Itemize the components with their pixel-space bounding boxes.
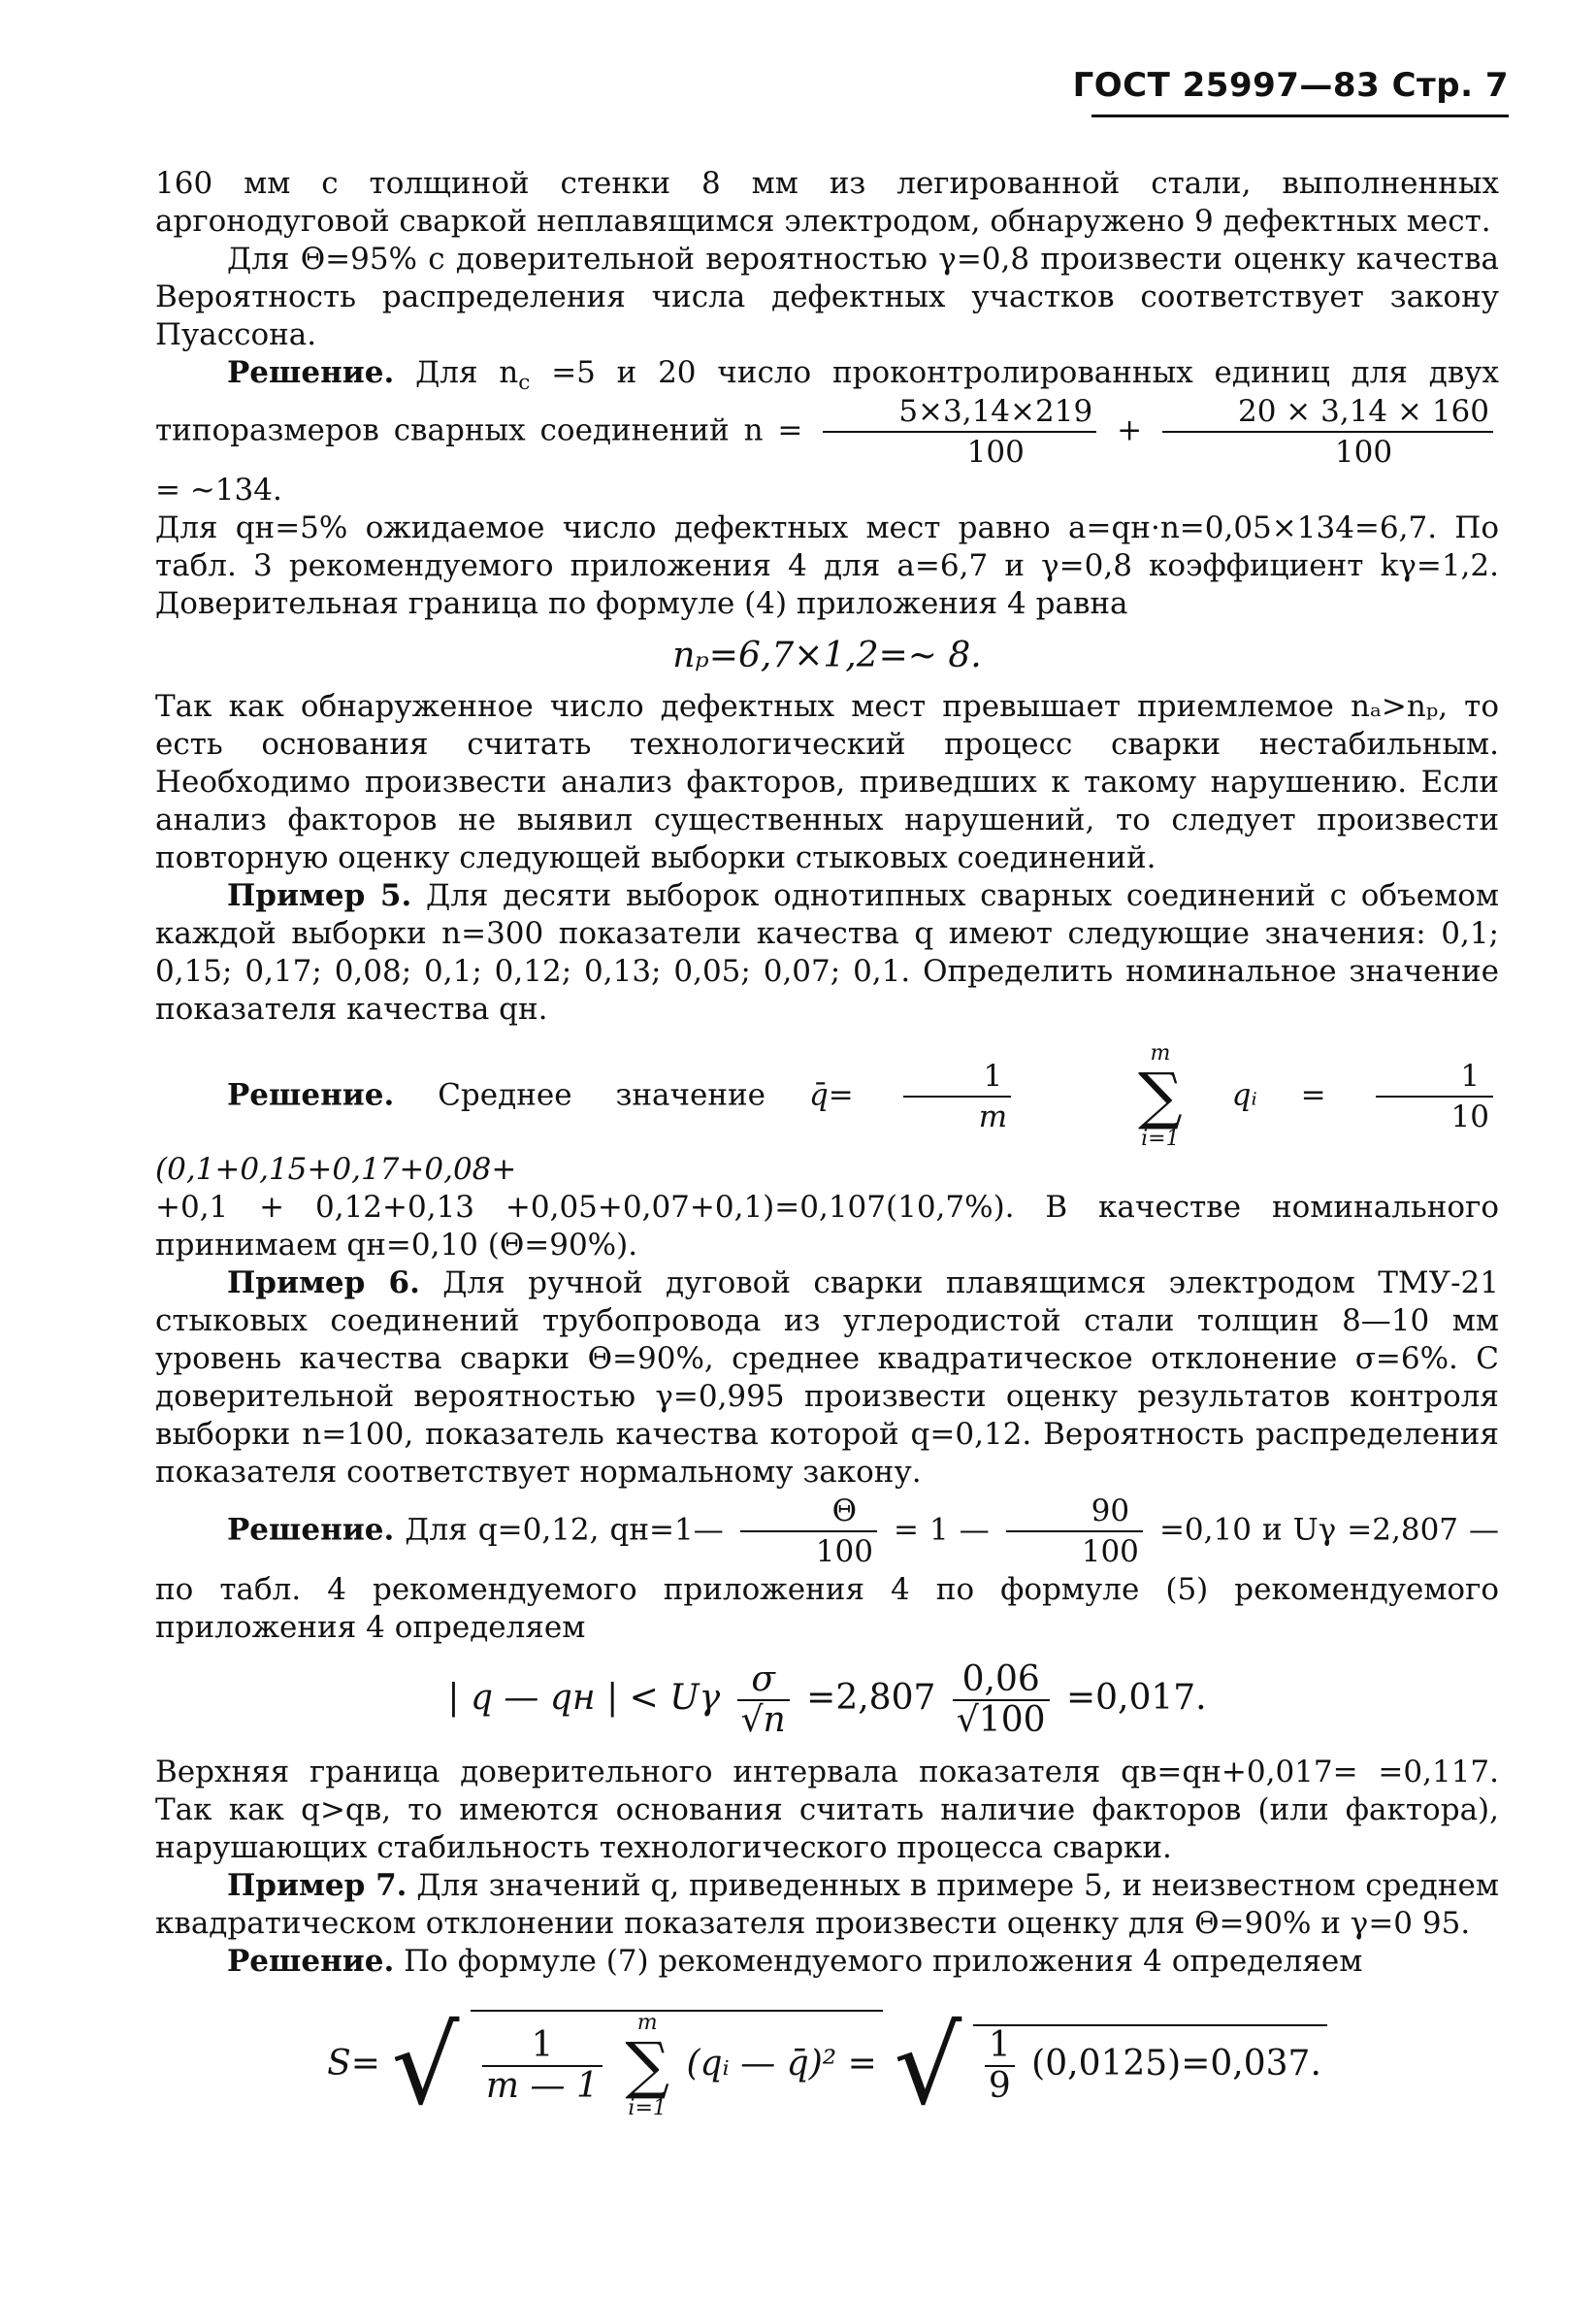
paragraph-5: Так как обнаруженное число дефектных мест превышает приемлемое nₐ>nₚ, то есть основания считать технологический процесс сварки нестабильным. Необходимо произвести анализ факторов, приведших к такому нарушению. Если анализ факторов не выявил существенных нарушений, то следует произвести повторную оценку следующей выборки стыковых соединений.: [155, 689, 1499, 875]
paragraph-13: [155, 1943, 1499, 1981]
fraction-1-over-10: [1376, 1057, 1493, 1136]
paragraph-1: 160 мм с толщиной стенки 8 мм из легированной стали, выполненных аргонодуговой сваркой неплавящимся электродом, обнаружено 9 дефектных мест.: [155, 166, 1499, 239]
radicand-2: [973, 2024, 1327, 2106]
q-i: qᵢ =: [1231, 1077, 1326, 1113]
p3-sub: c: [518, 371, 531, 396]
sum-symbol-2: [625, 2012, 669, 2120]
f006-den: √100: [956, 1700, 1046, 1740]
fraction-2: [1162, 392, 1493, 472]
f3-end: (0,0125)=0,037.: [1031, 2044, 1321, 2084]
fraction-90: [1006, 1492, 1143, 1571]
fraction-1-num: 5×3,14×219: [823, 392, 1096, 433]
solution-label: Решение.: [227, 355, 395, 390]
page-header: ГОСТ 25997—83 Стр. 7: [1072, 66, 1509, 105]
fraction-1-over-m: [903, 1057, 1011, 1136]
frac-den: m: [978, 1099, 1008, 1134]
formula-interval: [155, 1660, 1499, 1740]
example-7-label: Пример 7.: [227, 1868, 407, 1903]
paragraph-8: +0,1 + 0,12+0,13 +0,05+0,07+0,1)=0,107(10,7%). В качестве номинального принимаем qн=0,10 (Θ=90%).: [155, 1190, 1499, 1263]
theta-num: Θ: [740, 1492, 877, 1532]
radicand-1: [471, 2010, 883, 2120]
sum2-top: m: [636, 2011, 658, 2035]
paragraph-4: Для qн=5% ожидаемое число дефектных мест равно a=qн·n=0,05×134=6,7. По табл. 3 рекомендуемого приложения 4 для a=6,7 и γ=0,8 коэффициент kγ=1,2. Доверительная граница по формуле (4) приложения 4 равна: [155, 510, 1499, 621]
sum-tail: (0,1+0,15+0,17+0,08+: [155, 1152, 517, 1187]
fraction-006: [953, 1660, 1050, 1740]
fraction-theta: [740, 1492, 877, 1571]
header-rule: [1091, 115, 1509, 117]
p10-text-c: =0,10 и Uγ =2,807 — по табл. 4 рекомендуемого приложения 4 по формуле (5) рекомендуемого приложения 4 определяем: [155, 1512, 1500, 1645]
ninety-num: 90: [1006, 1492, 1143, 1532]
example-6-text: Для ручной дуговой сварки плавящимся электродом ТМУ-21 стыковых соединений трубопровода из углеродистой стали толщин 8—10 мм уровень качества сварки Θ=90%, среднее квадратическое отклонение σ=6%. С доверительной вероятностью γ=0,995 произвести оценку результатов контроля выборки n=100, показатель качества которой q=0,12. Вероятность распределения показателя соответствует нормальному закону.: [155, 1265, 1499, 1490]
f2-end: =0,017.: [1065, 1678, 1207, 1718]
paragraph-10: [155, 1492, 1499, 1647]
paragraph-6: [155, 877, 1499, 1029]
paragraph-2: Для Θ=95% с доверительной вероятностью γ=0,8 произвести оценку качества Вероятность распределения числа дефектных участков соответствует закону Пуассона.: [155, 242, 1499, 352]
fraction-sigma: [737, 1660, 790, 1740]
example-5-text: Для десяти выборок однотипных сварных соединений с объемом каждой выборки n=300 показатели качества q имеют следующие значения: 0,1; 0,15; 0,17; 0,08; 0,1; 0,12; 0,13; 0,05; 0,07; 0,1. Определить номинальное значение показателя качества qн.: [155, 878, 1499, 1027]
sum2-term: (qᵢ — q̄)² =: [686, 2044, 877, 2084]
sum-top: m: [1150, 1041, 1171, 1066]
frac-num: 1: [903, 1057, 1011, 1098]
root-icon-2: √: [894, 2004, 962, 2128]
root-icon-1: √: [391, 2004, 460, 2128]
sum-symbol: [1066, 1042, 1183, 1151]
paragraph-9: [155, 1264, 1499, 1492]
f2-mid: =2,807: [806, 1678, 936, 1718]
sum-sigma: ∑: [1138, 1061, 1183, 1132]
fraction-2-den: 100: [1334, 435, 1393, 470]
sigma-den: √n: [740, 1700, 786, 1740]
sum2-bottom: i=1: [628, 2096, 667, 2120]
p10-text-b: = 1 —: [893, 1512, 990, 1548]
example-5-label: Пример 5.: [227, 878, 412, 913]
p3-result: = ~134.: [155, 473, 282, 508]
f006-num: 0,06: [953, 1660, 1050, 1701]
p3-text-b: =5 и 20 число проконтролированных единиц для двух типоразмеров сварных соединений n =: [155, 355, 1500, 448]
sum-bottom: i=1: [1141, 1127, 1180, 1151]
f9-num: 1: [985, 2026, 1015, 2067]
f2-left: | q — qн | < Uγ: [447, 1678, 721, 1718]
p7-text: Среднее значение: [438, 1077, 766, 1113]
fm1-den: m — 1: [485, 2066, 599, 2106]
p13-text: По формуле (7) рекомендуемого приложения 4 определяем: [404, 1944, 1363, 1979]
fraction-1: [823, 392, 1096, 472]
q-mean: q̄=: [808, 1077, 854, 1113]
frac2-num: 1: [1376, 1057, 1493, 1098]
solution-label-3: Решение.: [227, 1512, 395, 1548]
sum2-sigma: ∑: [625, 2030, 669, 2102]
f9-den: 9: [988, 2066, 1011, 2106]
paragraph-3: [155, 354, 1499, 509]
theta-den: 100: [815, 1534, 873, 1569]
solution-label-4: Решение.: [227, 1944, 395, 1979]
sigma-num: σ: [737, 1660, 790, 1701]
s-symbol: S=: [327, 2044, 380, 2084]
document-body: [155, 165, 1499, 2134]
fraction-1-den: 100: [966, 435, 1025, 470]
frac2-den: 10: [1450, 1099, 1489, 1134]
fraction-2-num: 20 × 3,14 × 160: [1162, 392, 1493, 433]
solution-label-2: Решение.: [227, 1077, 395, 1113]
example-6-label: Пример 6.: [227, 1265, 420, 1300]
p10-text-a: Для q=0,12, qн=1—: [405, 1512, 724, 1548]
paragraph-12: [155, 1867, 1499, 1943]
paragraph-7: [155, 1042, 1499, 1189]
spacer: [155, 1029, 1499, 1042]
fraction-1-over-9: [985, 2026, 1015, 2106]
formula-std-dev: [155, 2004, 1499, 2128]
fraction-1-over-m-1: [482, 2026, 603, 2106]
fm1-num: 1: [482, 2026, 603, 2067]
plus-sign: +: [1117, 412, 1143, 448]
paragraph-11: Верхняя граница доверительного интервала показателя qв=qн+0,017= =0,117. Так как q>qв, то имеются основания считать наличие факторов (или фактора), нарушающих стабильность технологического процесса сварки.: [155, 1755, 1499, 1865]
example-7-text: Для значений q, приведенных в примере 5, и неизвестном среднем квадратическом отклонении показателя произвести оценку для Θ=90% и γ=0 95.: [155, 1868, 1499, 1941]
formula-np: nₚ=6,7×1,2=~ 8.: [672, 636, 982, 675]
p3-text-a: Для n: [415, 355, 519, 390]
ninety-den: 100: [1081, 1534, 1139, 1569]
